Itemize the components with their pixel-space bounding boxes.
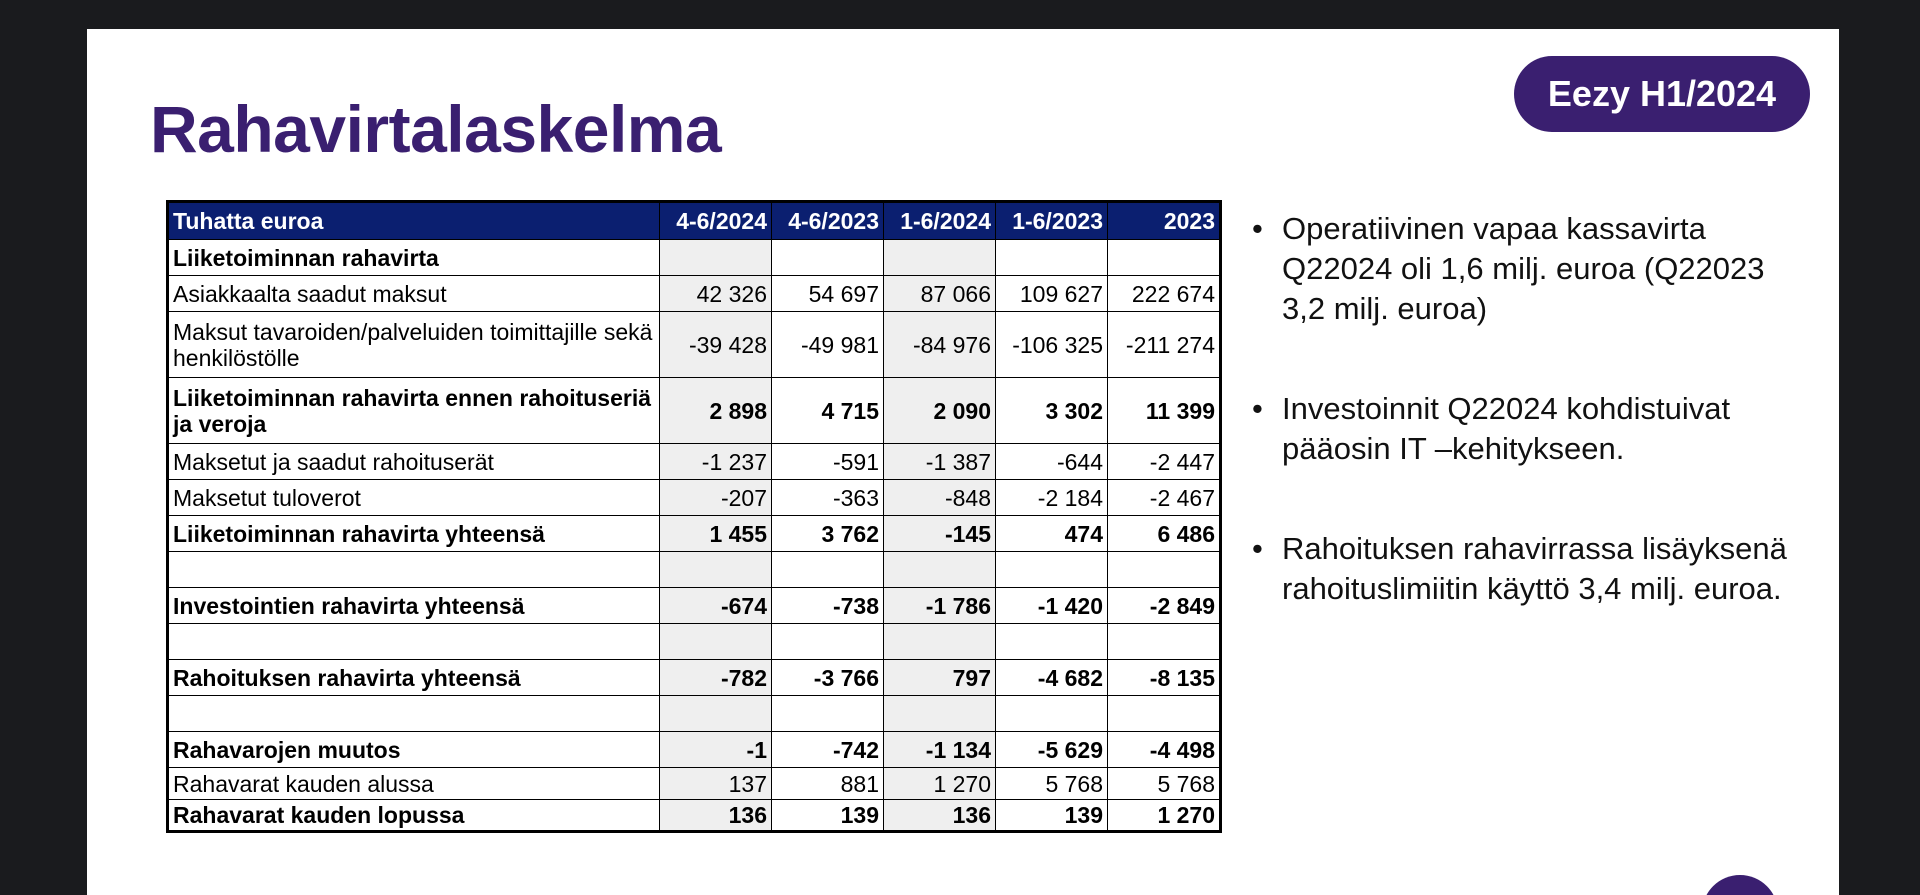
row-label: Investointien rahavirta yhteensä	[168, 588, 660, 624]
table-row	[168, 480, 1221, 516]
table-cell: -742	[772, 732, 884, 768]
table-cell: 222 674	[1108, 276, 1221, 312]
table-cell: 1 455	[660, 516, 772, 552]
list-item	[1248, 389, 1808, 529]
table-cell: 5 768	[1108, 768, 1221, 800]
table-cell	[660, 696, 772, 732]
table-cell: 11 399	[1108, 378, 1221, 444]
table-cell: -2 447	[1108, 444, 1221, 480]
column-header: 1-6/2023	[996, 202, 1108, 240]
table-cell	[660, 624, 772, 660]
row-label: Rahoituksen rahavirta yhteensä	[168, 660, 660, 696]
row-label: Maksut tavaroiden/palveluiden toimittajille sekä henkilöstölle	[168, 312, 660, 378]
table-cell: 54 697	[772, 276, 884, 312]
table-row	[168, 624, 1221, 660]
table-row	[168, 378, 1221, 444]
table-cell: -1 237	[660, 444, 772, 480]
table-cell: -2 467	[1108, 480, 1221, 516]
table-cell: -363	[772, 480, 884, 516]
row-label: Liiketoiminnan rahavirta ennen rahoituseriä ja veroja	[168, 378, 660, 444]
table-cell: 5 768	[996, 768, 1108, 800]
table-cell	[772, 552, 884, 588]
table-row	[168, 800, 1221, 832]
table-row	[168, 312, 1221, 378]
table-cell: -4 682	[996, 660, 1108, 696]
bullet-icon: •	[1252, 391, 1263, 426]
table-cell: -211 274	[1108, 312, 1221, 378]
row-label	[168, 552, 660, 588]
table-cell: -1	[660, 732, 772, 768]
table-cell: 136	[884, 800, 996, 832]
column-header: 2023	[1108, 202, 1221, 240]
table-cell: 87 066	[884, 276, 996, 312]
table-cell: 109 627	[996, 276, 1108, 312]
table-cell: 139	[772, 800, 884, 832]
table-cell	[884, 696, 996, 732]
row-label	[168, 624, 660, 660]
table-cell	[1108, 240, 1221, 276]
table-cell: 474	[996, 516, 1108, 552]
list-item	[1248, 209, 1808, 389]
bullet-text: Rahoituksen rahavirrassa lisäyksenä rahoituslimiitin käyttö 3,4 milj. euroa.	[1282, 531, 1787, 606]
table-cell: -2 184	[996, 480, 1108, 516]
table-cell: -591	[772, 444, 884, 480]
column-header: Tuhatta euroa	[168, 202, 660, 240]
table-cell: -4 498	[1108, 732, 1221, 768]
table-cell	[884, 240, 996, 276]
report-badge: Eezy H1/2024	[1514, 56, 1810, 132]
table-cell: 3 302	[996, 378, 1108, 444]
table-cell	[996, 240, 1108, 276]
row-label: Rahavarojen muutos	[168, 732, 660, 768]
table-cell: 136	[660, 800, 772, 832]
row-label: Asiakkaalta saadut maksut	[168, 276, 660, 312]
table-cell: 137	[660, 768, 772, 800]
table-cell	[1108, 552, 1221, 588]
page-title: Rahavirtalaskelma	[150, 92, 722, 166]
table-cell	[996, 624, 1108, 660]
table-cell: -207	[660, 480, 772, 516]
table-row	[168, 516, 1221, 552]
bullet-text: Operatiivinen vapaa kassavirta Q22024 oli 1,6 milj. euroa (Q22023 3,2 milj. euroa)	[1282, 211, 1765, 326]
table-cell	[772, 240, 884, 276]
page-number-badge	[1702, 875, 1778, 895]
table-cell: 797	[884, 660, 996, 696]
column-header: 1-6/2024	[884, 202, 996, 240]
table-header-row	[168, 202, 1221, 240]
table-row	[168, 660, 1221, 696]
table-cell: -1 387	[884, 444, 996, 480]
bullet-icon: •	[1252, 211, 1263, 246]
table-cell: 6 486	[1108, 516, 1221, 552]
table-cell	[884, 552, 996, 588]
table-cell	[772, 624, 884, 660]
table-cell: 1 270	[1108, 800, 1221, 832]
row-label: Maksetut tuloverot	[168, 480, 660, 516]
row-label: Rahavarat kauden lopussa	[168, 800, 660, 832]
table-cell: -5 629	[996, 732, 1108, 768]
bullet-icon: •	[1252, 531, 1263, 566]
table-cell: -1 420	[996, 588, 1108, 624]
table-row	[168, 588, 1221, 624]
table-row	[168, 444, 1221, 480]
table-row	[168, 696, 1221, 732]
table-row	[168, 240, 1221, 276]
bullet-text: Investoinnit Q22024 kohdistuivat pääosin IT –kehitykseen.	[1282, 391, 1731, 466]
table-cell: -1 786	[884, 588, 996, 624]
row-label: Liiketoiminnan rahavirta	[168, 240, 660, 276]
table-cell: 2 898	[660, 378, 772, 444]
table-cell: -84 976	[884, 312, 996, 378]
table-cell: -2 849	[1108, 588, 1221, 624]
table-cell: -848	[884, 480, 996, 516]
table-cell: 1 270	[884, 768, 996, 800]
table-body	[168, 240, 1221, 832]
table-cell: 2 090	[884, 378, 996, 444]
table-cell: -674	[660, 588, 772, 624]
table-cell: -39 428	[660, 312, 772, 378]
list-item	[1248, 529, 1808, 609]
table-cell: -644	[996, 444, 1108, 480]
table-cell: -782	[660, 660, 772, 696]
row-label	[168, 696, 660, 732]
row-label: Maksetut ja saadut rahoituserät	[168, 444, 660, 480]
table-row	[168, 768, 1221, 800]
key-points-list	[1248, 209, 1808, 609]
table-cell: 4 715	[772, 378, 884, 444]
table-cell: -145	[884, 516, 996, 552]
table-cell	[996, 552, 1108, 588]
slide	[87, 29, 1839, 895]
table-row	[168, 276, 1221, 312]
cash-flow-table	[166, 200, 1222, 833]
table-cell	[660, 552, 772, 588]
table-cell: 881	[772, 768, 884, 800]
column-header: 4-6/2024	[660, 202, 772, 240]
table-cell	[884, 624, 996, 660]
table-cell: 139	[996, 800, 1108, 832]
table-row	[168, 552, 1221, 588]
table-row	[168, 732, 1221, 768]
column-header: 4-6/2023	[772, 202, 884, 240]
table-cell: -738	[772, 588, 884, 624]
table-cell	[996, 696, 1108, 732]
table-cell	[1108, 696, 1221, 732]
table-cell	[1108, 624, 1221, 660]
table-cell: -49 981	[772, 312, 884, 378]
table-cell: -3 766	[772, 660, 884, 696]
table-cell: 3 762	[772, 516, 884, 552]
table-cell: -8 135	[1108, 660, 1221, 696]
row-label: Rahavarat kauden alussa	[168, 768, 660, 800]
row-label: Liiketoiminnan rahavirta yhteensä	[168, 516, 660, 552]
table-cell	[772, 696, 884, 732]
table-cell: 42 326	[660, 276, 772, 312]
table-cell	[660, 240, 772, 276]
table-cell: -106 325	[996, 312, 1108, 378]
table-cell: -1 134	[884, 732, 996, 768]
